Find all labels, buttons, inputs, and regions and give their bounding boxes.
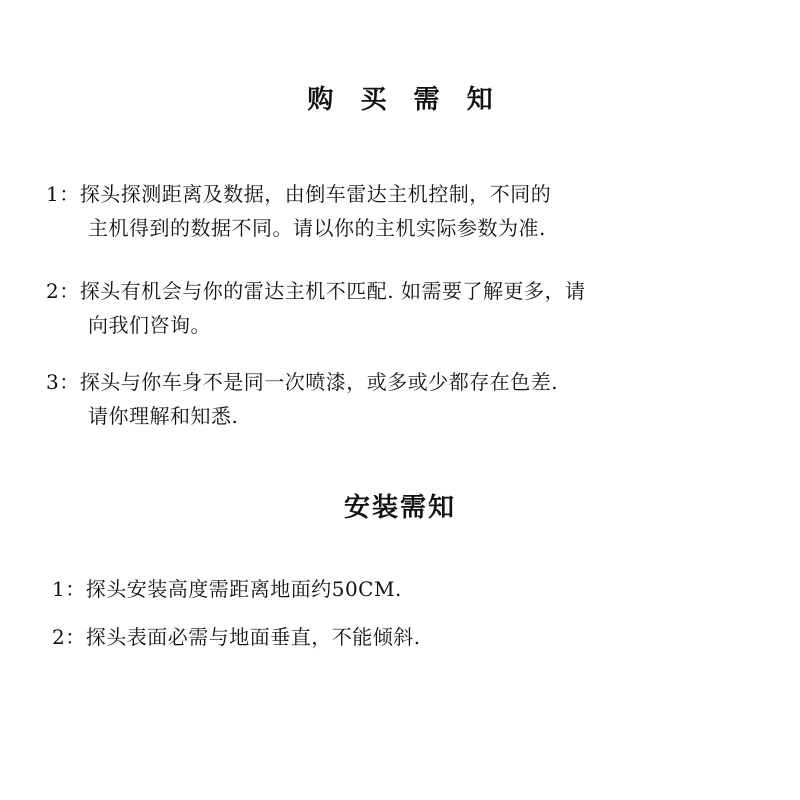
item-number: 2： xyxy=(52,625,86,649)
purchase-notice-item-3-line-2: 请你理解和知悉. xyxy=(88,404,239,428)
item-text: 探头探测距离及数据，由倒车雷达主机控制，不同的 xyxy=(79,182,552,206)
purchase-notice-item-3-line-1 xyxy=(46,365,558,399)
item-number: 1： xyxy=(46,182,80,206)
installation-notice-title: 安装需知 xyxy=(343,493,456,523)
item-number: 1： xyxy=(52,577,86,601)
purchase-notice-item-1-line-2: 主机得到的数据不同。请以你的主机实际参数为准. xyxy=(88,216,546,240)
purchase-notice-item-3 xyxy=(46,365,558,433)
installation-notice-item-2 xyxy=(52,620,421,654)
purchase-notice-item-2-line-1 xyxy=(46,274,585,308)
item-text: 探头与你车身不是同一次喷漆，或多或少都存在色差. xyxy=(79,370,559,394)
item-text: 探头有机会与你的雷达主机不匹配. 如需要了解更多，请 xyxy=(79,279,586,303)
purchase-notice-item-2-line-2: 向我们咨询。 xyxy=(88,313,211,337)
item-number: 3： xyxy=(46,370,80,394)
purchase-notice-item-2 xyxy=(46,274,585,342)
purchase-notice-item-1 xyxy=(46,177,551,245)
purchase-notice-item-1-line-1 xyxy=(46,177,551,211)
installation-notice-item-2-line-1 xyxy=(52,620,421,654)
item-text: 探头安装高度需距离地面约50CM. xyxy=(85,577,402,601)
installation-notice-item-1-line-1 xyxy=(52,572,402,606)
item-text: 探头表面必需与地面垂直，不能倾斜. xyxy=(85,625,421,649)
installation-notice-item-1 xyxy=(52,572,402,606)
item-number: 2： xyxy=(46,279,80,303)
purchase-notice-title: 购 买 需 知 xyxy=(307,85,502,115)
